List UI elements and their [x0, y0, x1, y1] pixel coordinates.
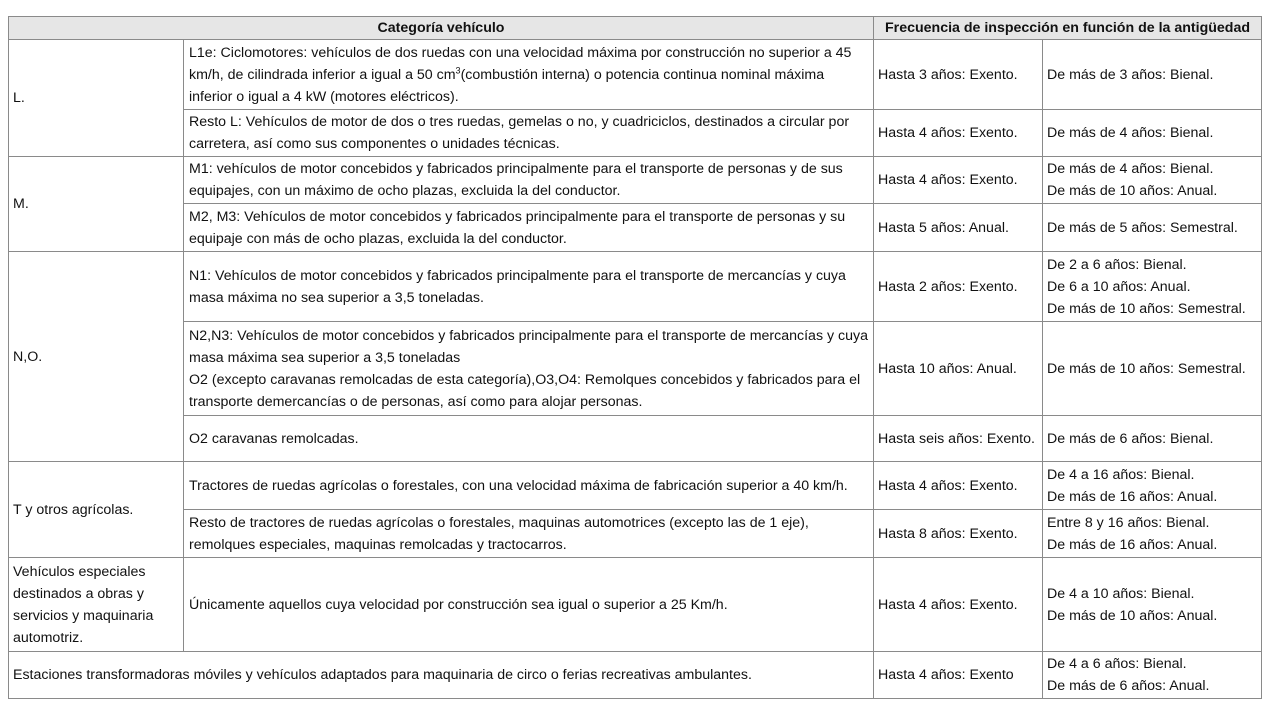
frequency-later-cell	[1043, 462, 1262, 510]
frequency-later-cell	[1043, 40, 1262, 110]
table-row	[9, 462, 1262, 510]
frequency-line: De 4 a 10 años: Bienal.	[1047, 585, 1195, 602]
category-cell: M.	[9, 157, 184, 252]
frequency-later-cell	[1043, 416, 1262, 462]
frequency-line: De 4 a 6 años: Bienal.	[1047, 656, 1187, 672]
description-cell: Tractores de ruedas agrícolas o forestales, con una velocidad máxima de fabricación superior a 40 km/h.	[184, 462, 874, 510]
table-row	[9, 416, 1262, 462]
description-cell: Resto L: Vehículos de motor de dos o tres ruedas, gemelas o no, y cuadriciclos, destinados a circular por carretera, así como sus componentes o unidades técnicas.	[184, 110, 874, 157]
description-text: O2 (excepto caravanas remolcadas de esta categoría),O3,O4: Remolques concebidos y fabricados para el transporte demercancías o de personas, así como para alojar personas.	[189, 371, 861, 410]
table-row	[9, 40, 1262, 110]
table-row	[9, 558, 1262, 652]
frequency-initial-cell: Hasta 2 años: Exento.	[874, 252, 1043, 322]
frequency-initial-cell: Hasta 4 años: Exento.	[874, 462, 1043, 510]
table-row	[9, 322, 1262, 416]
description-cell	[184, 322, 874, 416]
header-frequency: Frecuencia de inspección en función de la antigüedad	[874, 17, 1262, 40]
description-cell: O2 caravanas remolcadas.	[184, 416, 874, 462]
frequency-later-cell	[1043, 652, 1262, 699]
table-row	[9, 204, 1262, 252]
frequency-line: De más de 4 años: Bienal.	[1047, 125, 1214, 141]
superscript: 3	[455, 64, 461, 75]
frequency-line: De más de 16 años: Anual.	[1047, 536, 1218, 553]
header-category: Categoría vehículo	[9, 17, 874, 40]
frequency-initial-cell: Hasta 3 años: Exento.	[874, 40, 1043, 110]
category-cell: N,O.	[9, 252, 184, 462]
frequency-line: De más de 10 años: Anual.	[1047, 183, 1218, 199]
frequency-later-cell	[1043, 157, 1262, 204]
frequency-initial-cell: Hasta 10 años: Anual.	[874, 322, 1043, 416]
frequency-initial-cell: Hasta 5 años: Anual.	[874, 204, 1043, 252]
frequency-later-cell	[1043, 204, 1262, 252]
frequency-line: De más de 5 años: Semestral.	[1047, 219, 1238, 236]
frequency-initial-cell: Hasta 4 años: Exento.	[874, 558, 1043, 652]
frequency-line: De más de 3 años: Bienal.	[1047, 66, 1214, 83]
frequency-line: De 4 a 16 años: Bienal.	[1047, 466, 1195, 483]
description-text: (combustión interna) o potencia continua nominal máxima inferior o igual a 4 kW (motores eléctricos).	[189, 66, 825, 105]
frequency-line: De más de 6 años: Anual.	[1047, 678, 1210, 694]
description-cell: Únicamente aquellos cuya velocidad por construcción sea igual o superior a 25 Km/h.	[184, 558, 874, 652]
frequency-later-cell	[1043, 322, 1262, 416]
frequency-line: De más de 16 años: Anual.	[1047, 488, 1218, 505]
category-cell: Vehículos especiales destinados a obras y servicios y maquinaria automotriz.	[9, 558, 184, 652]
table-row	[9, 252, 1262, 322]
table-header-row	[9, 17, 1262, 40]
frequency-line: De más de 10 años: Semestral.	[1047, 300, 1246, 317]
frequency-line: Entre 8 y 16 años: Bienal.	[1047, 514, 1210, 531]
frequency-later-cell	[1043, 110, 1262, 157]
frequency-later-cell	[1043, 252, 1262, 322]
frequency-later-cell	[1043, 510, 1262, 558]
frequency-initial-cell: Hasta 4 años: Exento.	[874, 157, 1043, 204]
frequency-line: De más de 6 años: Bienal.	[1047, 430, 1214, 447]
frequency-initial-cell: Hasta seis años: Exento.	[874, 416, 1043, 462]
frequency-line: De más de 10 años: Anual.	[1047, 607, 1218, 624]
table-row	[9, 157, 1262, 204]
frequency-line: De más de 4 años: Bienal.	[1047, 161, 1214, 177]
frequency-later-cell	[1043, 558, 1262, 652]
table-row	[9, 652, 1262, 699]
table-row	[9, 510, 1262, 558]
frequency-initial-cell: Hasta 4 años: Exento	[874, 652, 1043, 699]
description-cell: M2, M3: Vehículos de motor concebidos y fabricados principalmente para el transporte de personas y su equipaje con más de ocho plazas, excluida la del conductor.	[184, 204, 874, 252]
description-cell	[184, 40, 874, 110]
description-text: N2,N3: Vehículos de motor concebidos y fabricados principalmente para el transporte de mercancías y cuya masa máxima sea superior a 3,5 toneladas	[189, 327, 868, 366]
frequency-line: De más de 10 años: Semestral.	[1047, 360, 1246, 377]
inspection-frequency-table	[8, 16, 1262, 699]
table-row	[9, 110, 1262, 157]
frequency-line: De 2 a 6 años: Bienal.	[1047, 256, 1187, 273]
frequency-initial-cell: Hasta 4 años: Exento.	[874, 110, 1043, 157]
description-cell: Resto de tractores de ruedas agrícolas o forestales, maquinas automotrices (excepto las de 1 eje), remolques especiales, maquinas remolcadas y tractocarros.	[184, 510, 874, 558]
description-cell: N1: Vehículos de motor concebidos y fabricados principalmente para el transporte de mercancías y cuya masa máxima no sea superior a 3,5 toneladas.	[184, 252, 874, 322]
description-cell: M1: vehículos de motor concebidos y fabricados principalmente para el transporte de personas y de sus equipajes, con un máximo de ocho plazas, excluida la del conductor.	[184, 157, 874, 204]
frequency-initial-cell: Hasta 8 años: Exento.	[874, 510, 1043, 558]
description-cell: Estaciones transformadoras móviles y vehículos adaptados para maquinaria de circo o ferias recreativas ambulantes.	[9, 652, 874, 699]
frequency-line: De 6 a 10 años: Anual.	[1047, 278, 1191, 295]
category-cell: T y otros agrícolas.	[9, 462, 184, 558]
category-cell: L.	[9, 40, 184, 157]
description-text: L1e: Ciclomotores: vehículos de dos ruedas con una velocidad máxima por construcción no superior a 45 km/h, de cilindrada inferior a igual a 50 cm	[189, 44, 852, 83]
